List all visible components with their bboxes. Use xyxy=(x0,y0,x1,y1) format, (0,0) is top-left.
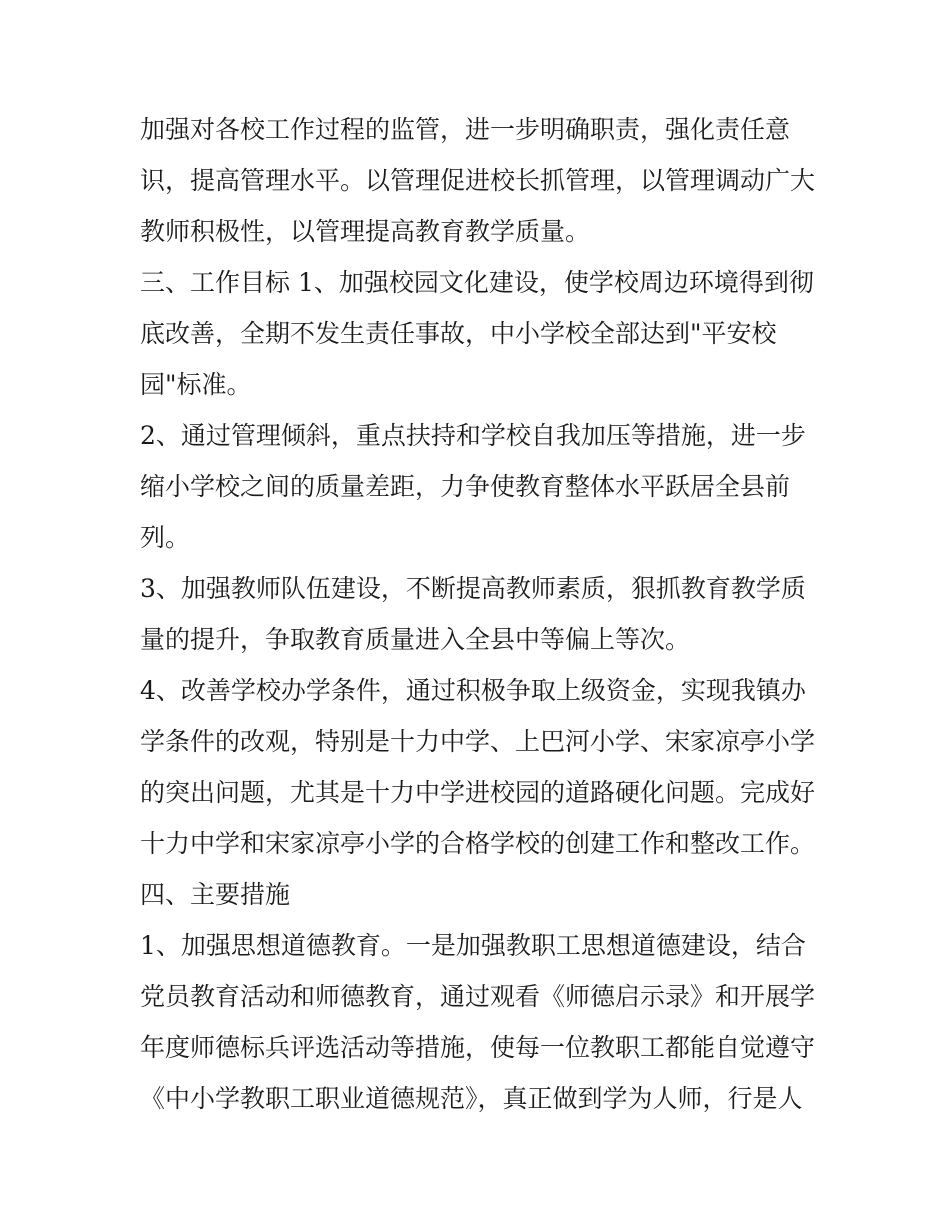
text-line: 识，提高管理水平。以管理促进校长抓管理，以管理调动广大 xyxy=(140,166,816,195)
text-line: 党员教育活动和师德教育，通过观看《师德启示录》和开展学 xyxy=(140,982,816,1011)
text-line: 十力中学和宋家凉亭小学的合格学校的创建工作和整改工作。 xyxy=(140,829,816,858)
text-line: 列。 xyxy=(140,523,191,552)
document-body xyxy=(140,104,820,1124)
text-line: 园"标准。 xyxy=(140,370,252,399)
section-heading: 四、主要措施 xyxy=(140,880,291,909)
text-line: 加强对各校工作过程的监管，进一步明确职责，强化责任意 xyxy=(140,115,791,144)
text-line: 学条件的改观，特别是十力中学、上巴河小学、宋家凉亭小学 xyxy=(140,727,816,756)
text-line: 教师积极性，以管理提高教育教学质量。 xyxy=(140,217,591,246)
text-line: 三、工作目标 1、加强校园文化建设，使学校周边环境得到彻 xyxy=(140,268,814,297)
text-line: 《中小学教职工职业道德规范》，真正做到学为人师，行是人 xyxy=(140,1084,803,1113)
text-line: 底改善，全期不发生责任事故，中小学校全部达到"平安校 xyxy=(140,319,777,348)
text-line: 量的提升，争取教育质量进入全县中等偏上等次。 xyxy=(140,625,691,654)
text-line: 4、改善学校办学条件，通过积极争取上级资金，实现我镇办 xyxy=(140,676,806,705)
text-line: 缩小学校之间的质量差距，力争使教育整体水平跃居全县前 xyxy=(140,472,791,501)
text-line: 年度师德标兵评选活动等措施，使每一位教职工都能自觉遵守 xyxy=(140,1033,816,1062)
text-line: 3、加强教师队伍建设，不断提高教师素质，狠抓教育教学质 xyxy=(140,574,806,603)
text-line: 的突出问题，尤其是十力中学进校园的道路硬化问题。完成好 xyxy=(140,778,816,807)
text-line: 1、加强思想道德教育。一是加强教职工思想道德建设，结合 xyxy=(140,931,806,960)
text-line: 2、通过管理倾斜，重点扶持和学校自我加压等措施，进一步 xyxy=(140,421,806,450)
